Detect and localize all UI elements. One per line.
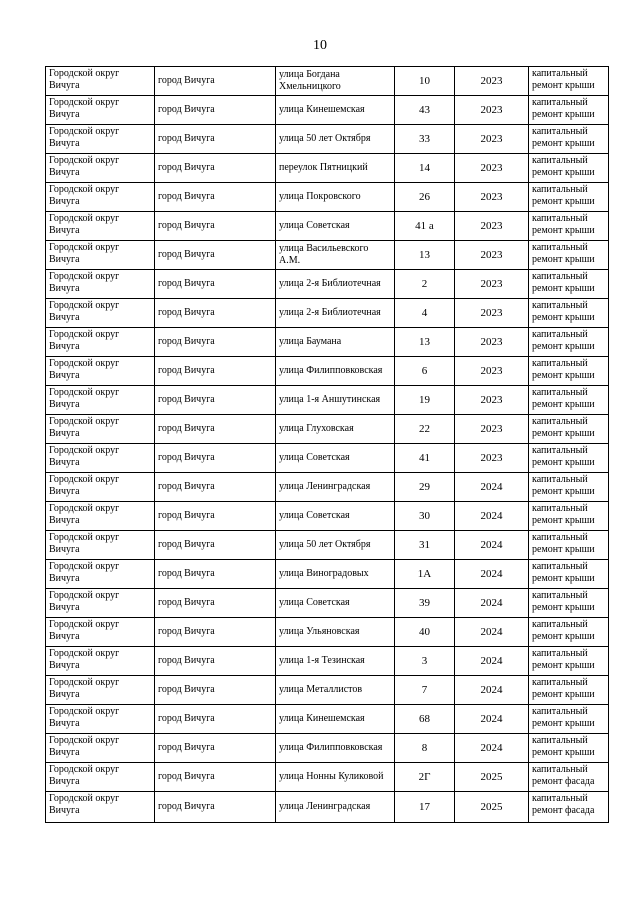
house-number-cell: 30 — [395, 502, 455, 531]
district-cell: Городской округ Вичуга — [46, 618, 155, 647]
district-cell: Городской округ Вичуга — [46, 705, 155, 734]
street-cell: улица Васильевского А.М. — [276, 241, 395, 270]
table-body — [46, 67, 609, 823]
table-row — [46, 502, 609, 531]
house-number-cell: 33 — [395, 125, 455, 154]
year-cell: 2024 — [455, 618, 529, 647]
district-cell: Городской округ Вичуга — [46, 473, 155, 502]
district-cell: Городской округ Вичуга — [46, 125, 155, 154]
year-cell: 2024 — [455, 589, 529, 618]
year-cell: 2023 — [455, 357, 529, 386]
year-cell: 2023 — [455, 328, 529, 357]
house-number-cell: 13 — [395, 328, 455, 357]
work-type-cell: капитальный ремонт крыши — [529, 328, 609, 357]
city-cell: город Вичуга — [155, 415, 276, 444]
house-number-cell: 68 — [395, 705, 455, 734]
table-row — [46, 473, 609, 502]
house-number-cell: 19 — [395, 386, 455, 415]
year-cell: 2024 — [455, 502, 529, 531]
table-row — [46, 96, 609, 125]
street-cell: улица Ленинградская — [276, 473, 395, 502]
table-row — [46, 531, 609, 560]
house-number-cell: 41 а — [395, 212, 455, 241]
city-cell: город Вичуга — [155, 444, 276, 473]
city-cell: город Вичуга — [155, 183, 276, 212]
city-cell: город Вичуга — [155, 386, 276, 415]
street-cell: улица 2-я Библиотечная — [276, 299, 395, 328]
street-cell: улица 50 лет Октября — [276, 125, 395, 154]
house-number-cell: 29 — [395, 473, 455, 502]
work-type-cell: капитальный ремонт крыши — [529, 415, 609, 444]
street-cell: улица Кинешемская — [276, 705, 395, 734]
work-type-cell: капитальный ремонт крыши — [529, 241, 609, 270]
city-cell: город Вичуга — [155, 67, 276, 96]
street-cell: улица Ленинградская — [276, 792, 395, 823]
city-cell: город Вичуга — [155, 125, 276, 154]
district-cell: Городской округ Вичуга — [46, 241, 155, 270]
table-row — [46, 299, 609, 328]
table-row — [46, 734, 609, 763]
district-cell: Городской округ Вичуга — [46, 589, 155, 618]
street-cell: улица Покровского — [276, 183, 395, 212]
district-cell: Городской округ Вичуга — [46, 212, 155, 241]
house-number-cell: 31 — [395, 531, 455, 560]
house-number-cell: 2 — [395, 270, 455, 299]
district-cell: Городской округ Вичуга — [46, 763, 155, 792]
work-type-cell: капитальный ремонт крыши — [529, 444, 609, 473]
year-cell: 2023 — [455, 299, 529, 328]
street-cell: улица Глуховская — [276, 415, 395, 444]
city-cell: город Вичуга — [155, 154, 276, 183]
year-cell: 2023 — [455, 125, 529, 154]
year-cell: 2024 — [455, 676, 529, 705]
street-cell: улица Советская — [276, 589, 395, 618]
housing-repair-table — [45, 66, 609, 823]
work-type-cell: капитальный ремонт крыши — [529, 270, 609, 299]
street-cell: улица Виноградовых — [276, 560, 395, 589]
house-number-cell: 2Г — [395, 763, 455, 792]
street-cell: улица Баумана — [276, 328, 395, 357]
work-type-cell: капитальный ремонт крыши — [529, 125, 609, 154]
house-number-cell: 4 — [395, 299, 455, 328]
city-cell: город Вичуга — [155, 502, 276, 531]
table-row — [46, 183, 609, 212]
district-cell: Городской округ Вичуга — [46, 560, 155, 589]
house-number-cell: 6 — [395, 357, 455, 386]
city-cell: город Вичуга — [155, 212, 276, 241]
city-cell: город Вичуга — [155, 531, 276, 560]
work-type-cell: капитальный ремонт крыши — [529, 386, 609, 415]
district-cell: Городской округ Вичуга — [46, 96, 155, 125]
city-cell: город Вичуга — [155, 647, 276, 676]
house-number-cell: 26 — [395, 183, 455, 212]
street-cell: переулок Пятницкий — [276, 154, 395, 183]
district-cell: Городской округ Вичуга — [46, 386, 155, 415]
year-cell: 2024 — [455, 734, 529, 763]
city-cell: город Вичуга — [155, 589, 276, 618]
city-cell: город Вичуга — [155, 473, 276, 502]
year-cell: 2024 — [455, 560, 529, 589]
house-number-cell: 17 — [395, 792, 455, 823]
street-cell: улица Нонны Куликовой — [276, 763, 395, 792]
work-type-cell: капитальный ремонт крыши — [529, 183, 609, 212]
work-type-cell: капитальный ремонт крыши — [529, 502, 609, 531]
district-cell: Городской округ Вичуга — [46, 676, 155, 705]
house-number-cell: 40 — [395, 618, 455, 647]
house-number-cell: 39 — [395, 589, 455, 618]
table-row — [46, 647, 609, 676]
city-cell: город Вичуга — [155, 299, 276, 328]
city-cell: город Вичуга — [155, 241, 276, 270]
table-row — [46, 328, 609, 357]
year-cell: 2024 — [455, 473, 529, 502]
district-cell: Городской округ Вичуга — [46, 328, 155, 357]
city-cell: город Вичуга — [155, 270, 276, 299]
work-type-cell: капитальный ремонт фасада — [529, 763, 609, 792]
year-cell: 2024 — [455, 647, 529, 676]
district-cell: Городской округ Вичуга — [46, 647, 155, 676]
year-cell: 2023 — [455, 241, 529, 270]
street-cell: улица 2-я Библиотечная — [276, 270, 395, 299]
district-cell: Городской округ Вичуга — [46, 154, 155, 183]
city-cell: город Вичуга — [155, 96, 276, 125]
work-type-cell: капитальный ремонт крыши — [529, 299, 609, 328]
street-cell: улица Советская — [276, 212, 395, 241]
street-cell: улица Богдана Хмельницкого — [276, 67, 395, 96]
year-cell: 2025 — [455, 763, 529, 792]
house-number-cell: 13 — [395, 241, 455, 270]
table-row — [46, 560, 609, 589]
district-cell: Городской округ Вичуга — [46, 270, 155, 299]
house-number-cell: 22 — [395, 415, 455, 444]
house-number-cell: 14 — [395, 154, 455, 183]
page-number: 10 — [313, 38, 327, 53]
district-cell: Городской округ Вичуга — [46, 531, 155, 560]
work-type-cell: капитальный ремонт крыши — [529, 473, 609, 502]
table-row — [46, 67, 609, 96]
table-row — [46, 763, 609, 792]
city-cell: город Вичуга — [155, 560, 276, 589]
year-cell: 2023 — [455, 415, 529, 444]
district-cell: Городской округ Вичуга — [46, 415, 155, 444]
house-number-cell: 41 — [395, 444, 455, 473]
table-row — [46, 357, 609, 386]
table-row — [46, 618, 609, 647]
work-type-cell: капитальный ремонт крыши — [529, 154, 609, 183]
district-cell: Городской округ Вичуга — [46, 792, 155, 823]
work-type-cell: капитальный ремонт крыши — [529, 67, 609, 96]
table-row — [46, 386, 609, 415]
work-type-cell: капитальный ремонт крыши — [529, 531, 609, 560]
district-cell: Городской округ Вичуга — [46, 734, 155, 763]
table-row — [46, 270, 609, 299]
work-type-cell: капитальный ремонт крыши — [529, 589, 609, 618]
year-cell: 2023 — [455, 212, 529, 241]
year-cell: 2023 — [455, 386, 529, 415]
table-row — [46, 705, 609, 734]
district-cell: Городской округ Вичуга — [46, 299, 155, 328]
street-cell: улица Советская — [276, 502, 395, 531]
city-cell: город Вичуга — [155, 618, 276, 647]
house-number-cell: 1А — [395, 560, 455, 589]
street-cell: улица 1-я Аншутинская — [276, 386, 395, 415]
work-type-cell: капитальный ремонт крыши — [529, 618, 609, 647]
year-cell: 2023 — [455, 270, 529, 299]
work-type-cell: капитальный ремонт крыши — [529, 705, 609, 734]
city-cell: город Вичуга — [155, 734, 276, 763]
city-cell: город Вичуга — [155, 763, 276, 792]
table-row — [46, 241, 609, 270]
house-number-cell: 10 — [395, 67, 455, 96]
year-cell: 2023 — [455, 154, 529, 183]
year-cell: 2023 — [455, 183, 529, 212]
city-cell: город Вичуга — [155, 357, 276, 386]
street-cell: улица Советская — [276, 444, 395, 473]
district-cell: Городской округ Вичуга — [46, 183, 155, 212]
city-cell: город Вичуга — [155, 328, 276, 357]
table-row — [46, 154, 609, 183]
house-number-cell: 7 — [395, 676, 455, 705]
year-cell: 2023 — [455, 67, 529, 96]
street-cell: улица 50 лет Октября — [276, 531, 395, 560]
street-cell: улица Филипповковская — [276, 734, 395, 763]
street-cell: улица Ульяновская — [276, 618, 395, 647]
work-type-cell: капитальный ремонт крыши — [529, 212, 609, 241]
district-cell: Городской округ Вичуга — [46, 357, 155, 386]
table-row — [46, 792, 609, 823]
city-cell: город Вичуга — [155, 792, 276, 823]
house-number-cell: 3 — [395, 647, 455, 676]
table-row — [46, 676, 609, 705]
street-cell: улица 1-я Тезинская — [276, 647, 395, 676]
work-type-cell: капитальный ремонт крыши — [529, 357, 609, 386]
work-type-cell: капитальный ремонт крыши — [529, 676, 609, 705]
city-cell: город Вичуга — [155, 676, 276, 705]
house-number-cell: 8 — [395, 734, 455, 763]
district-cell: Городской округ Вичуга — [46, 67, 155, 96]
street-cell: улица Кинешемская — [276, 96, 395, 125]
work-type-cell: капитальный ремонт крыши — [529, 734, 609, 763]
table-row — [46, 212, 609, 241]
year-cell: 2024 — [455, 531, 529, 560]
year-cell: 2025 — [455, 792, 529, 823]
table-row — [46, 444, 609, 473]
table-row — [46, 589, 609, 618]
work-type-cell: капитальный ремонт фасада — [529, 792, 609, 823]
city-cell: город Вичуга — [155, 705, 276, 734]
year-cell: 2023 — [455, 444, 529, 473]
work-type-cell: капитальный ремонт крыши — [529, 647, 609, 676]
table-row — [46, 415, 609, 444]
district-cell: Городской округ Вичуга — [46, 502, 155, 531]
work-type-cell: капитальный ремонт крыши — [529, 560, 609, 589]
district-cell: Городской округ Вичуга — [46, 444, 155, 473]
street-cell: улица Филипповковская — [276, 357, 395, 386]
year-cell: 2024 — [455, 705, 529, 734]
street-cell: улица Металлистов — [276, 676, 395, 705]
table-row — [46, 125, 609, 154]
work-type-cell: капитальный ремонт крыши — [529, 96, 609, 125]
year-cell: 2023 — [455, 96, 529, 125]
house-number-cell: 43 — [395, 96, 455, 125]
